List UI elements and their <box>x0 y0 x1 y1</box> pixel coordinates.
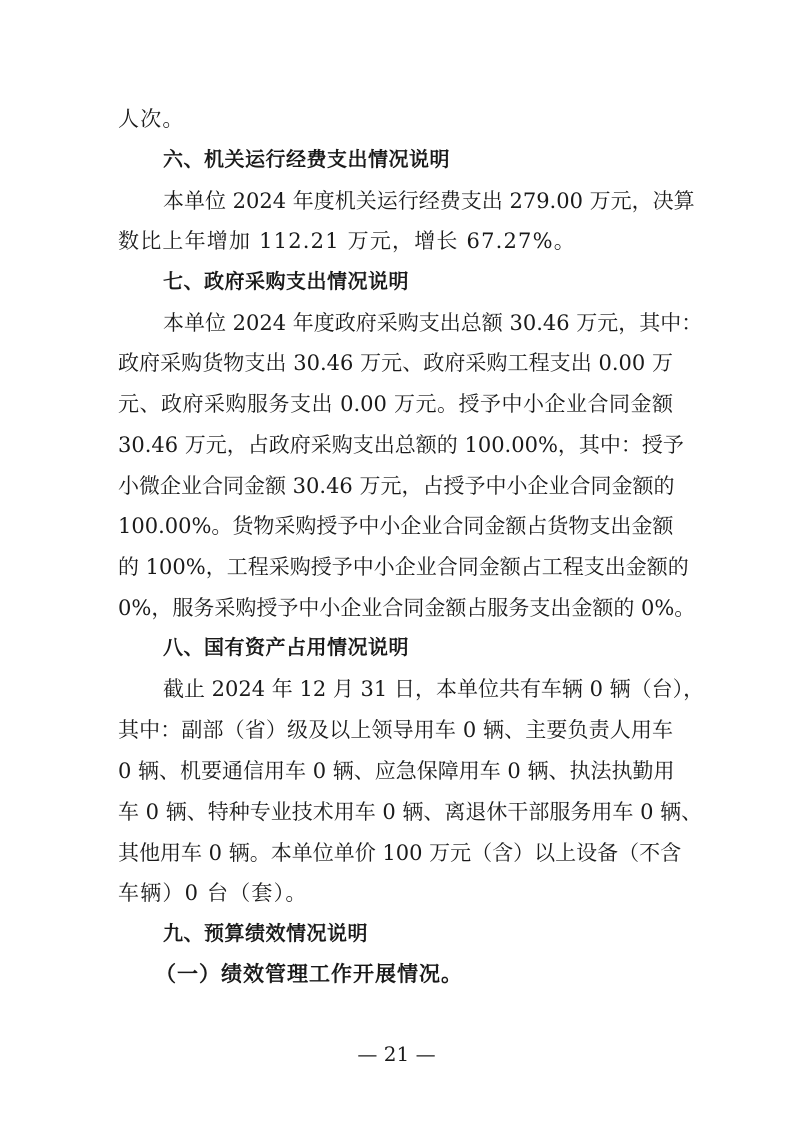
page-number: — 21 — <box>357 1042 436 1066</box>
paragraph-line: 0 辆、机要通信用车 0 辆、应急保障用车 0 辆、执法执勤用 <box>118 759 675 783</box>
paragraph-line: 截止 2024 年 12 月 31 日，本单位共有车辆 0 辆（台）， <box>163 677 705 701</box>
section-heading-9: 九、预算绩效情况说明 <box>163 921 368 945</box>
paragraph-line: 的 100%，工程采购授予中小企业合同金额占工程支出金额的 <box>118 555 689 579</box>
paragraph-line: 本单位 2024 年度政府采购支出总额 30.46 万元，其中： <box>163 311 703 335</box>
paragraph-line: 数比上年增加 112.21 万元，增长 67.27%。 <box>118 229 576 253</box>
paragraph-line: 其他用车 0 辆。本单位单价 100 万元（含）以上设备（不含 <box>118 841 682 865</box>
subsection-heading: （一）绩效管理工作开展情况。 <box>155 962 463 986</box>
paragraph-line: 车 0 辆、特种专业技术用车 0 辆、离退休干部服务用车 0 辆、 <box>118 800 703 824</box>
paragraph-line: 政府采购货物支出 30.46 万元、政府采购工程支出 0.00 万 <box>118 351 673 375</box>
paragraph-line: 本单位 2024 年度机关运行经费支出 279.00 万元，决算 <box>163 189 695 213</box>
paragraph-line: 元、政府采购服务支出 0.00 万元。授予中小企业合同金额 <box>118 392 673 416</box>
section-heading-6: 六、机关运行经费支出情况说明 <box>163 147 450 171</box>
paragraph-line: 小微企业合同金额 30.46 万元，占授予中小企业合同金额的 <box>118 474 675 498</box>
section-heading-8: 八、国有资产占用情况说明 <box>163 635 409 659</box>
paragraph-line: 人次。 <box>118 107 185 131</box>
paragraph-line: 其中：副部（省）级及以上领导用车 0 辆、主要负责人用车 <box>118 718 673 742</box>
paragraph-line: 0%，服务采购授予中小企业合同金额占服务支出金额的 0%。 <box>118 596 696 620</box>
paragraph-line: 30.46 万元，占政府采购支出总额的 100.00%，其中：授予 <box>118 433 684 457</box>
paragraph-line: 车辆）0 台（套）。 <box>118 881 308 905</box>
paragraph-line: 100.00%。货物采购授予中小企业合同金额占货物支出金额 <box>118 514 674 538</box>
section-heading-7: 七、政府采购支出情况说明 <box>163 269 409 293</box>
